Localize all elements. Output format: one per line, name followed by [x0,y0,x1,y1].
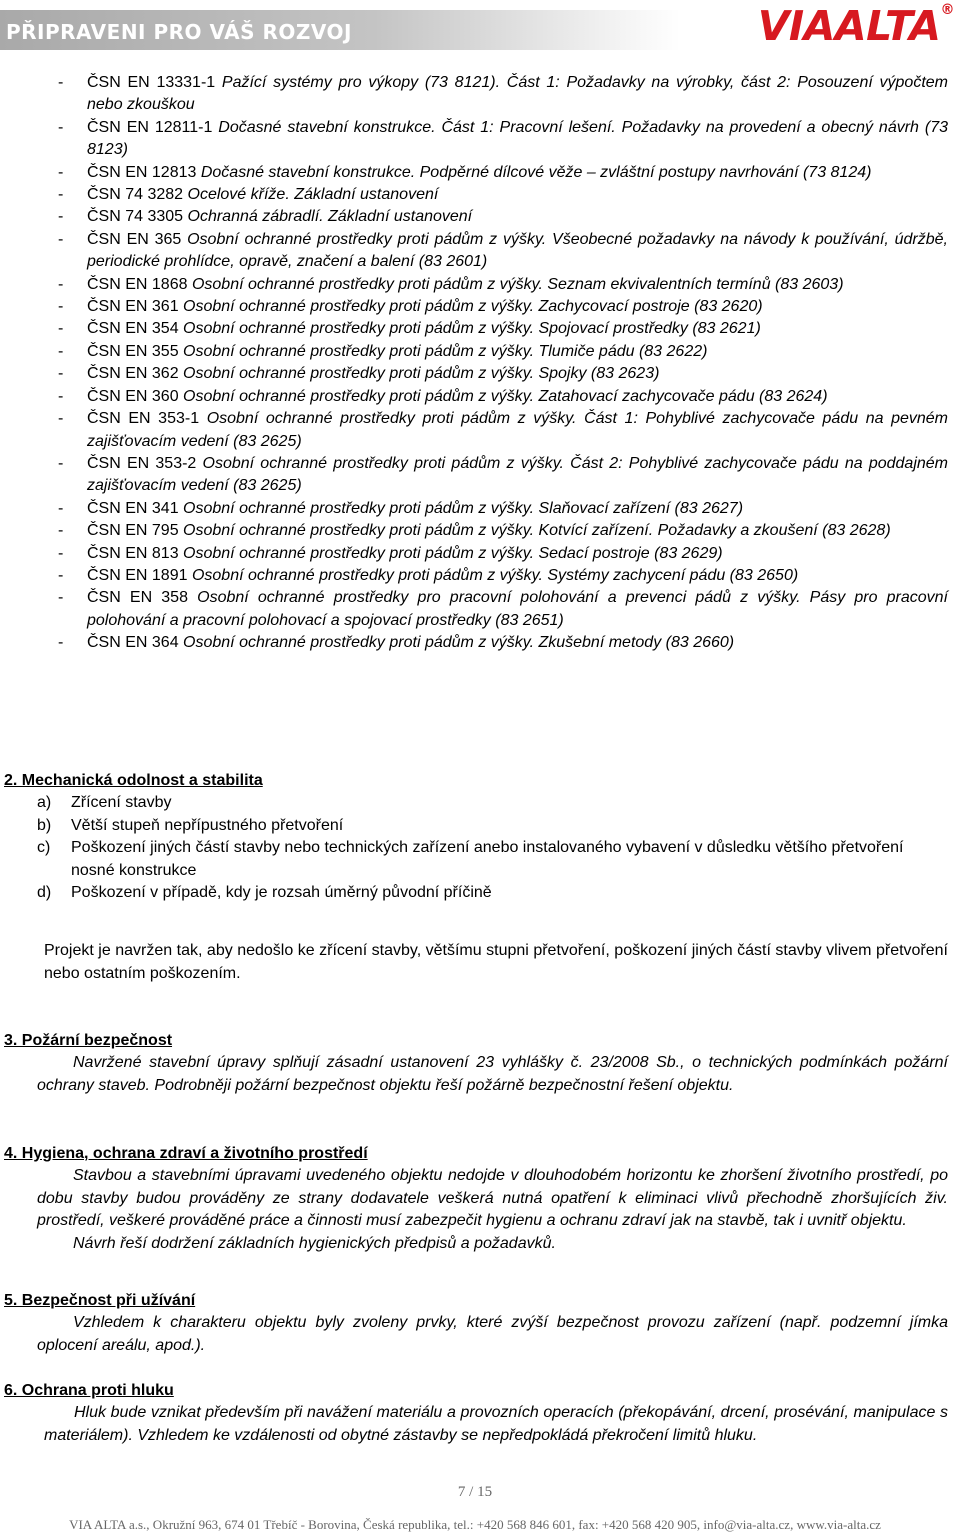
standard-code: ČSN EN 364 [87,634,179,652]
standard-title: Osobní ochranné prostředky proti pádům z výšky. Část 2: Pohyblivé zachycovače pádu na poddajném zajišťovacím vedení (83 2625) [87,454,948,495]
page-number: 7 / 15 [457,1484,493,1500]
section-noise-protection [4,1380,948,1447]
list-dash: - [58,522,64,540]
list-item [37,815,948,837]
standard-title: Pažící systémy pro výkopy (73 8121). Část 1: Požadavky na výrobky, část 2: Posouzení výpočtem nebo zkouškou [87,74,948,114]
standard-item [58,632,948,654]
standard-title: Osobní ochranné prostředky proti pádům z výšky. Všeobecné požadavky na návody k používání, údržbě, periodické prohlídce, opravě, značení a balení (83 2601) [87,230,948,271]
list-item [37,837,948,882]
section-safe-use [4,1290,948,1357]
standard-title: Osobní ochranné prostředky proti pádům z výšky. Zachycovací postroje (83 2620) [178,298,763,316]
list-dash: - [58,342,64,360]
section-paragraph [37,1402,948,1447]
paragraph-text: Hluk bude vznikat především při navážení materiálu a provozních operacích (překopávání, drcení, prosévání, manipulace s materiálem). Vzhledem ke vzdálenosti od obytné zástavby se nepředpokládá překročení limitů hluku. [44,1404,948,1444]
page-footer: VIA ALTA a.s., Okružní 963, 674 01 Třebíč - Borovina, Česká republika, tel.: +420 568 846 601, fax: +420 568 420 905, info@via-alta.cz, www.via-alta.cz [69,1517,881,1532]
standard-code: ČSN EN 813 [87,544,179,562]
list-dash: - [58,74,64,91]
standard-code: ČSN EN 353-1 [87,410,200,428]
standard-code: ČSN EN 353-2 [87,454,197,472]
list-dash: - [58,208,64,226]
paragraph-text: Stavbou a stavebními úpravami uvedeného objektu nedojde v dlouhodobém horizontu ke zhoršení životního prostředí, po dobu stavby budou prováděny ze strany dodavatele veškerá nutná opatření k eliminaci vlivů přechodně zhoršujících živ. prostředí, veškeré prováděné práce a činnosti musí zabezpečit hygienu a ochranu zdraví jak na stavbě, tak i uvnitř objektu. [37,1167,948,1230]
list-dash: - [58,499,64,517]
section-paragraph [37,1165,948,1232]
list-dash: - [58,454,64,472]
list-dash: - [58,634,64,652]
list-dash: - [58,118,64,136]
paragraph-text: Návrh řeší dodržení základních hygienických předpisů a požadavků. [73,1234,556,1252]
list-item-label: a) [37,794,52,812]
standard-title: Osobní ochranné prostředky proti pádům z výšky. Zkušební metody (83 2660) [178,634,735,652]
standard-title: Osobní ochranné prostředky proti pádům z výšky. Část 1: Pohyblivé zachycovače pádu na pevném zajišťovacím vedení (83 2625) [87,410,948,450]
standard-title: Osobní ochranné prostředky proti pádům z výšky. Systémy zachycení pádu (83 2650) [187,566,799,584]
paragraph-text: Vzhledem k charakteru objektu byly zvoleny prvky, které zvýší bezpečnost provozu zařízení (např. podzemní jímka oplocení areálu, apod.). [37,1314,948,1354]
standard-title: Osobní ochranné prostředky proti pádům z výšky. Spojky (83 2623) [178,365,660,383]
standard-title: Osobní ochranné prostředky proti pádům z výšky. Tlumiče pádu (83 2622) [178,342,708,360]
section-paragraph [37,1052,948,1097]
standard-code: ČSN EN 1891 [87,566,188,584]
standard-title: Osobní ochranné prostředky proti pádům z výšky. Sedací postroje (83 2629) [178,544,723,562]
standard-code: ČSN 74 3282 [87,186,184,204]
standard-code: ČSN 74 3305 [87,208,184,226]
standard-item [58,565,948,587]
standard-code: ČSN EN 358 [87,589,188,607]
section-title: 4. Hygiena, ochrana zdraví a životního prostředí [4,1145,368,1162]
list-dash: - [58,589,64,607]
standard-title: Osobní ochranné prostředky proti pádům z výšky. Seznam ekvivalentních termínů (83 2603) [187,275,844,293]
standard-title: Dočasné stavební konstrukce. Podpěrné dílcové věže – zvláštní postupy navrhování (73 8124) [196,163,872,181]
registered-mark: ® [940,2,954,18]
standard-item [58,341,948,363]
paragraph-text: Navržené stavební úpravy splňují zásadní ustanovení 23 vyhlášky č. 23/2008 Sb., o technických podmínkách požární ochrany staveb. Podrobněji požární bezpečnost objektu řeší požárně bezpečnostní řešení objektu. [37,1054,948,1094]
list-item-label: c) [37,839,51,857]
list-dash: - [58,230,64,248]
standard-code: ČSN EN 12813 [87,163,197,181]
list-dash: - [58,298,64,316]
standard-item [58,117,948,162]
standard-code: ČSN EN 361 [87,298,179,316]
standard-title: Osobní ochranné prostředky proti pádům z výšky. Kotvící zařízení. Požadavky a zkoušení (83 2628) [178,522,891,540]
list-dash: - [58,566,64,584]
list-item-label: d) [37,884,52,902]
list-dash: - [58,365,64,383]
standard-code: ČSN EN 354 [87,320,179,338]
list-dash: - [58,320,64,338]
section-mechanical-resistance [4,770,948,985]
list-item-text: Větší stupeň nepřípustného přetvoření [71,816,344,834]
standard-code: ČSN EN 1868 [87,275,188,293]
section-title: 3. Požární bezpečnost [4,1032,173,1049]
standard-code: ČSN EN 360 [87,387,179,405]
header-slogan: PŘIPRAVENI PRO VÁŠ ROZVOJ [6,20,352,44]
standard-item [58,296,948,318]
standard-item [58,206,948,228]
page-header [0,0,960,58]
section-title: 2. Mechanická odolnost a stabilita [4,772,263,789]
standard-code: ČSN EN 355 [87,342,179,360]
standard-code: ČSN EN 365 [87,230,182,248]
section-paragraph [37,1312,948,1357]
standard-code: ČSN EN 362 [87,365,179,383]
section-hygiene [4,1143,948,1255]
risk-list [37,792,948,904]
section-fire-safety [4,1030,948,1097]
standard-item [58,162,948,184]
standard-code: ČSN EN 12811-1 [87,118,213,136]
standard-item [58,587,948,632]
list-item-text: Poškození jiných částí stavby nebo technických zařízení anebo instalovaného vybavení v důsledku většího přetvoření nosné konstrukce [71,839,904,879]
list-dash: - [58,163,64,181]
list-dash: - [58,410,64,428]
list-dash: - [58,275,64,293]
standard-code: ČSN EN 795 [87,522,179,540]
standard-item [58,386,948,408]
standards-list [58,72,948,655]
standard-item [58,72,948,117]
standard-item [58,184,948,206]
standard-code: ČSN EN 341 [87,499,179,517]
standard-item [58,520,948,542]
standard-item [58,274,948,296]
section-title: 6. Ochrana proti hluku [4,1382,174,1399]
list-dash: - [58,186,64,204]
section-paragraph: Projekt je navržen tak, aby nedošlo ke zřícení stavby, většímu stupni přetvoření, poškození jiných částí stavby vlivem přetvoření nebo ostatním poškozením. [44,942,948,982]
list-item [37,882,948,904]
company-logo-text: VIAALTA [757,2,941,50]
standard-title: Osobní ochranné prostředky proti pádům z výšky. Slaňovací zařízení (83 2627) [178,499,744,517]
standard-item [58,229,948,274]
standard-item [58,543,948,565]
standard-item [58,498,948,520]
section-paragraph [37,1233,948,1255]
standard-item [58,453,948,498]
list-item [37,792,948,814]
section-title: 5. Bezpečnost při užívání [4,1292,196,1309]
standard-title: Osobní ochranné prostředky proti pádům z výšky. Zatahovací zachycovače pádu (83 2624) [178,387,828,405]
list-dash: - [58,544,64,562]
list-dash: - [58,387,64,405]
standard-code: ČSN EN 13331-1 [87,74,216,91]
list-item-text: Zřícení stavby [71,794,172,812]
list-item-label: b) [37,816,52,834]
list-item-text: Poškození v případě, kdy je rozsah úměrný původní příčině [71,884,492,902]
standard-title: Ocelové kříže. Základní ustanovení [183,186,439,204]
company-logo [758,2,954,50]
standard-title: Osobní ochranné prostředky proti pádům z výšky. Spojovací prostředky (83 2621) [178,320,761,338]
standard-item [58,318,948,340]
standard-title: Osobní ochranné prostředky pro pracovní polohování a prevenci pádů z výšky. Pásy pro pracovní polohování a pracovní polohovací a spojovací prostředky (83 2651) [87,589,948,629]
standard-item [58,363,948,385]
standard-title: Dočasné stavební konstrukce. Část 1: Pracovní lešení. Požadavky na provedení a obecný návrh (73 8123) [87,118,948,159]
standard-title: Ochranná zábradlí. Základní ustanovení [183,208,473,226]
standard-item [58,408,948,453]
